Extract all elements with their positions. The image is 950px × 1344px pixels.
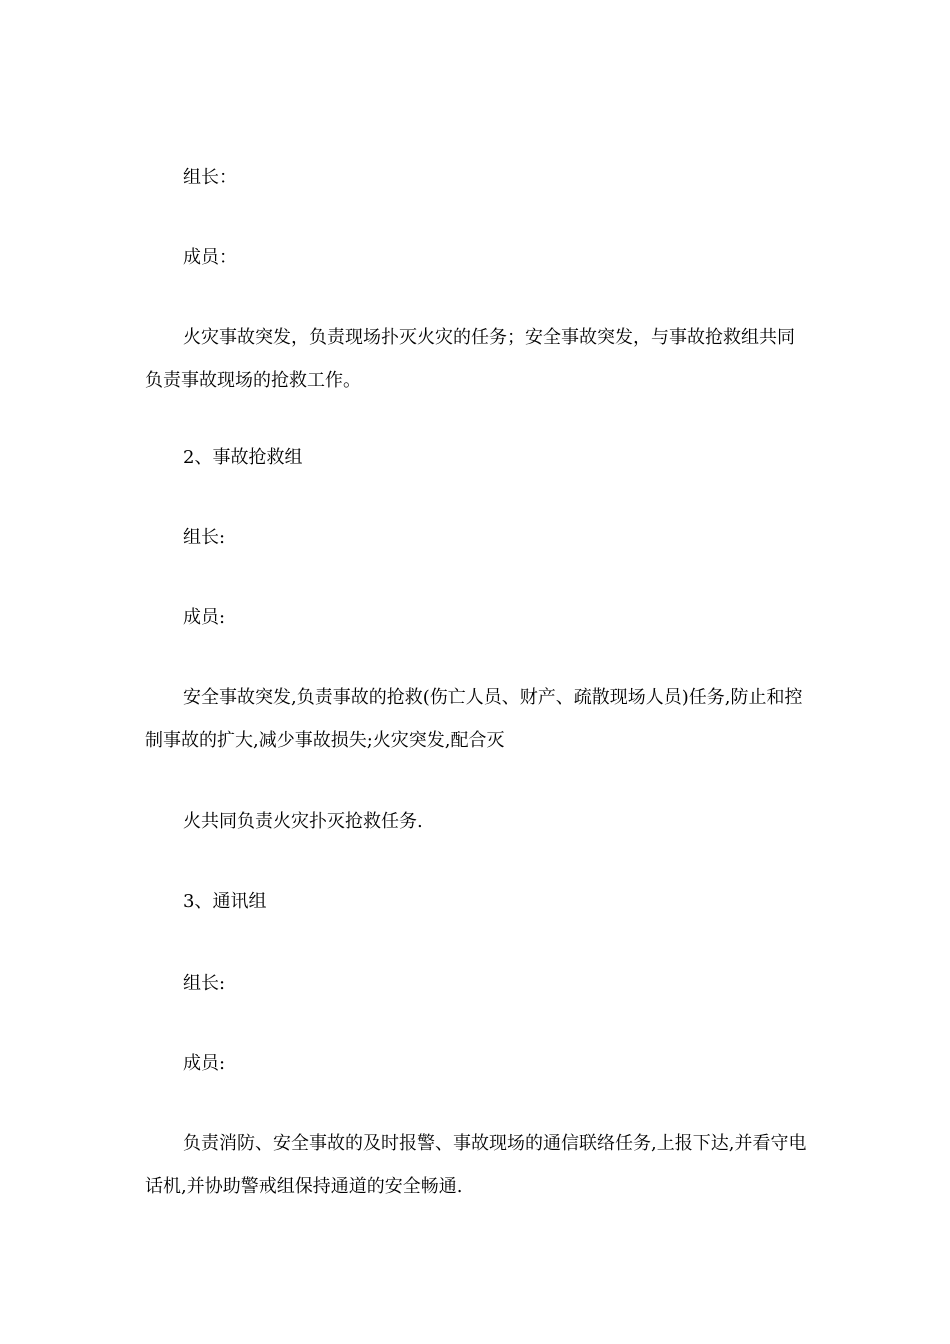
- paragraph-fire-duty: 火灾事故突发，负责现场扑灭火灾的任务；安全事故突发，与事故抢救组共同负责事故现场的抢救工作。: [145, 327, 795, 391]
- paragraph-leader-1: 组长：: [183, 167, 237, 188]
- paragraph-leader-2: 组长:: [183, 527, 226, 548]
- heading-comms-group: 3、通讯组: [183, 891, 267, 912]
- paragraph-members-1: 成员：: [183, 247, 237, 268]
- paragraph-comms-duty: 负责消防、安全事故的及时报警、事故现场的通信联络任务,上报下达,并看守电话机,并协助警戒组保持通道的安全畅通.: [145, 1133, 807, 1197]
- paragraph-members-3: 成员:: [183, 1053, 226, 1074]
- paragraph-rescue-duty: 安全事故突发,负责事故的抢救(伤亡人员、财产、疏散现场人员)任务,防止和控制事故的扩大,减少事故损失;火灾突发,配合灭: [145, 687, 803, 751]
- heading-rescue-group: 2、事故抢救组: [183, 447, 303, 468]
- paragraph-members-2: 成员:: [183, 607, 226, 628]
- paragraph-leader-3: 组长:: [183, 973, 226, 994]
- paragraph-rescue-duty-cont: 火共同负责火灾扑灭抢救任务.: [183, 811, 423, 832]
